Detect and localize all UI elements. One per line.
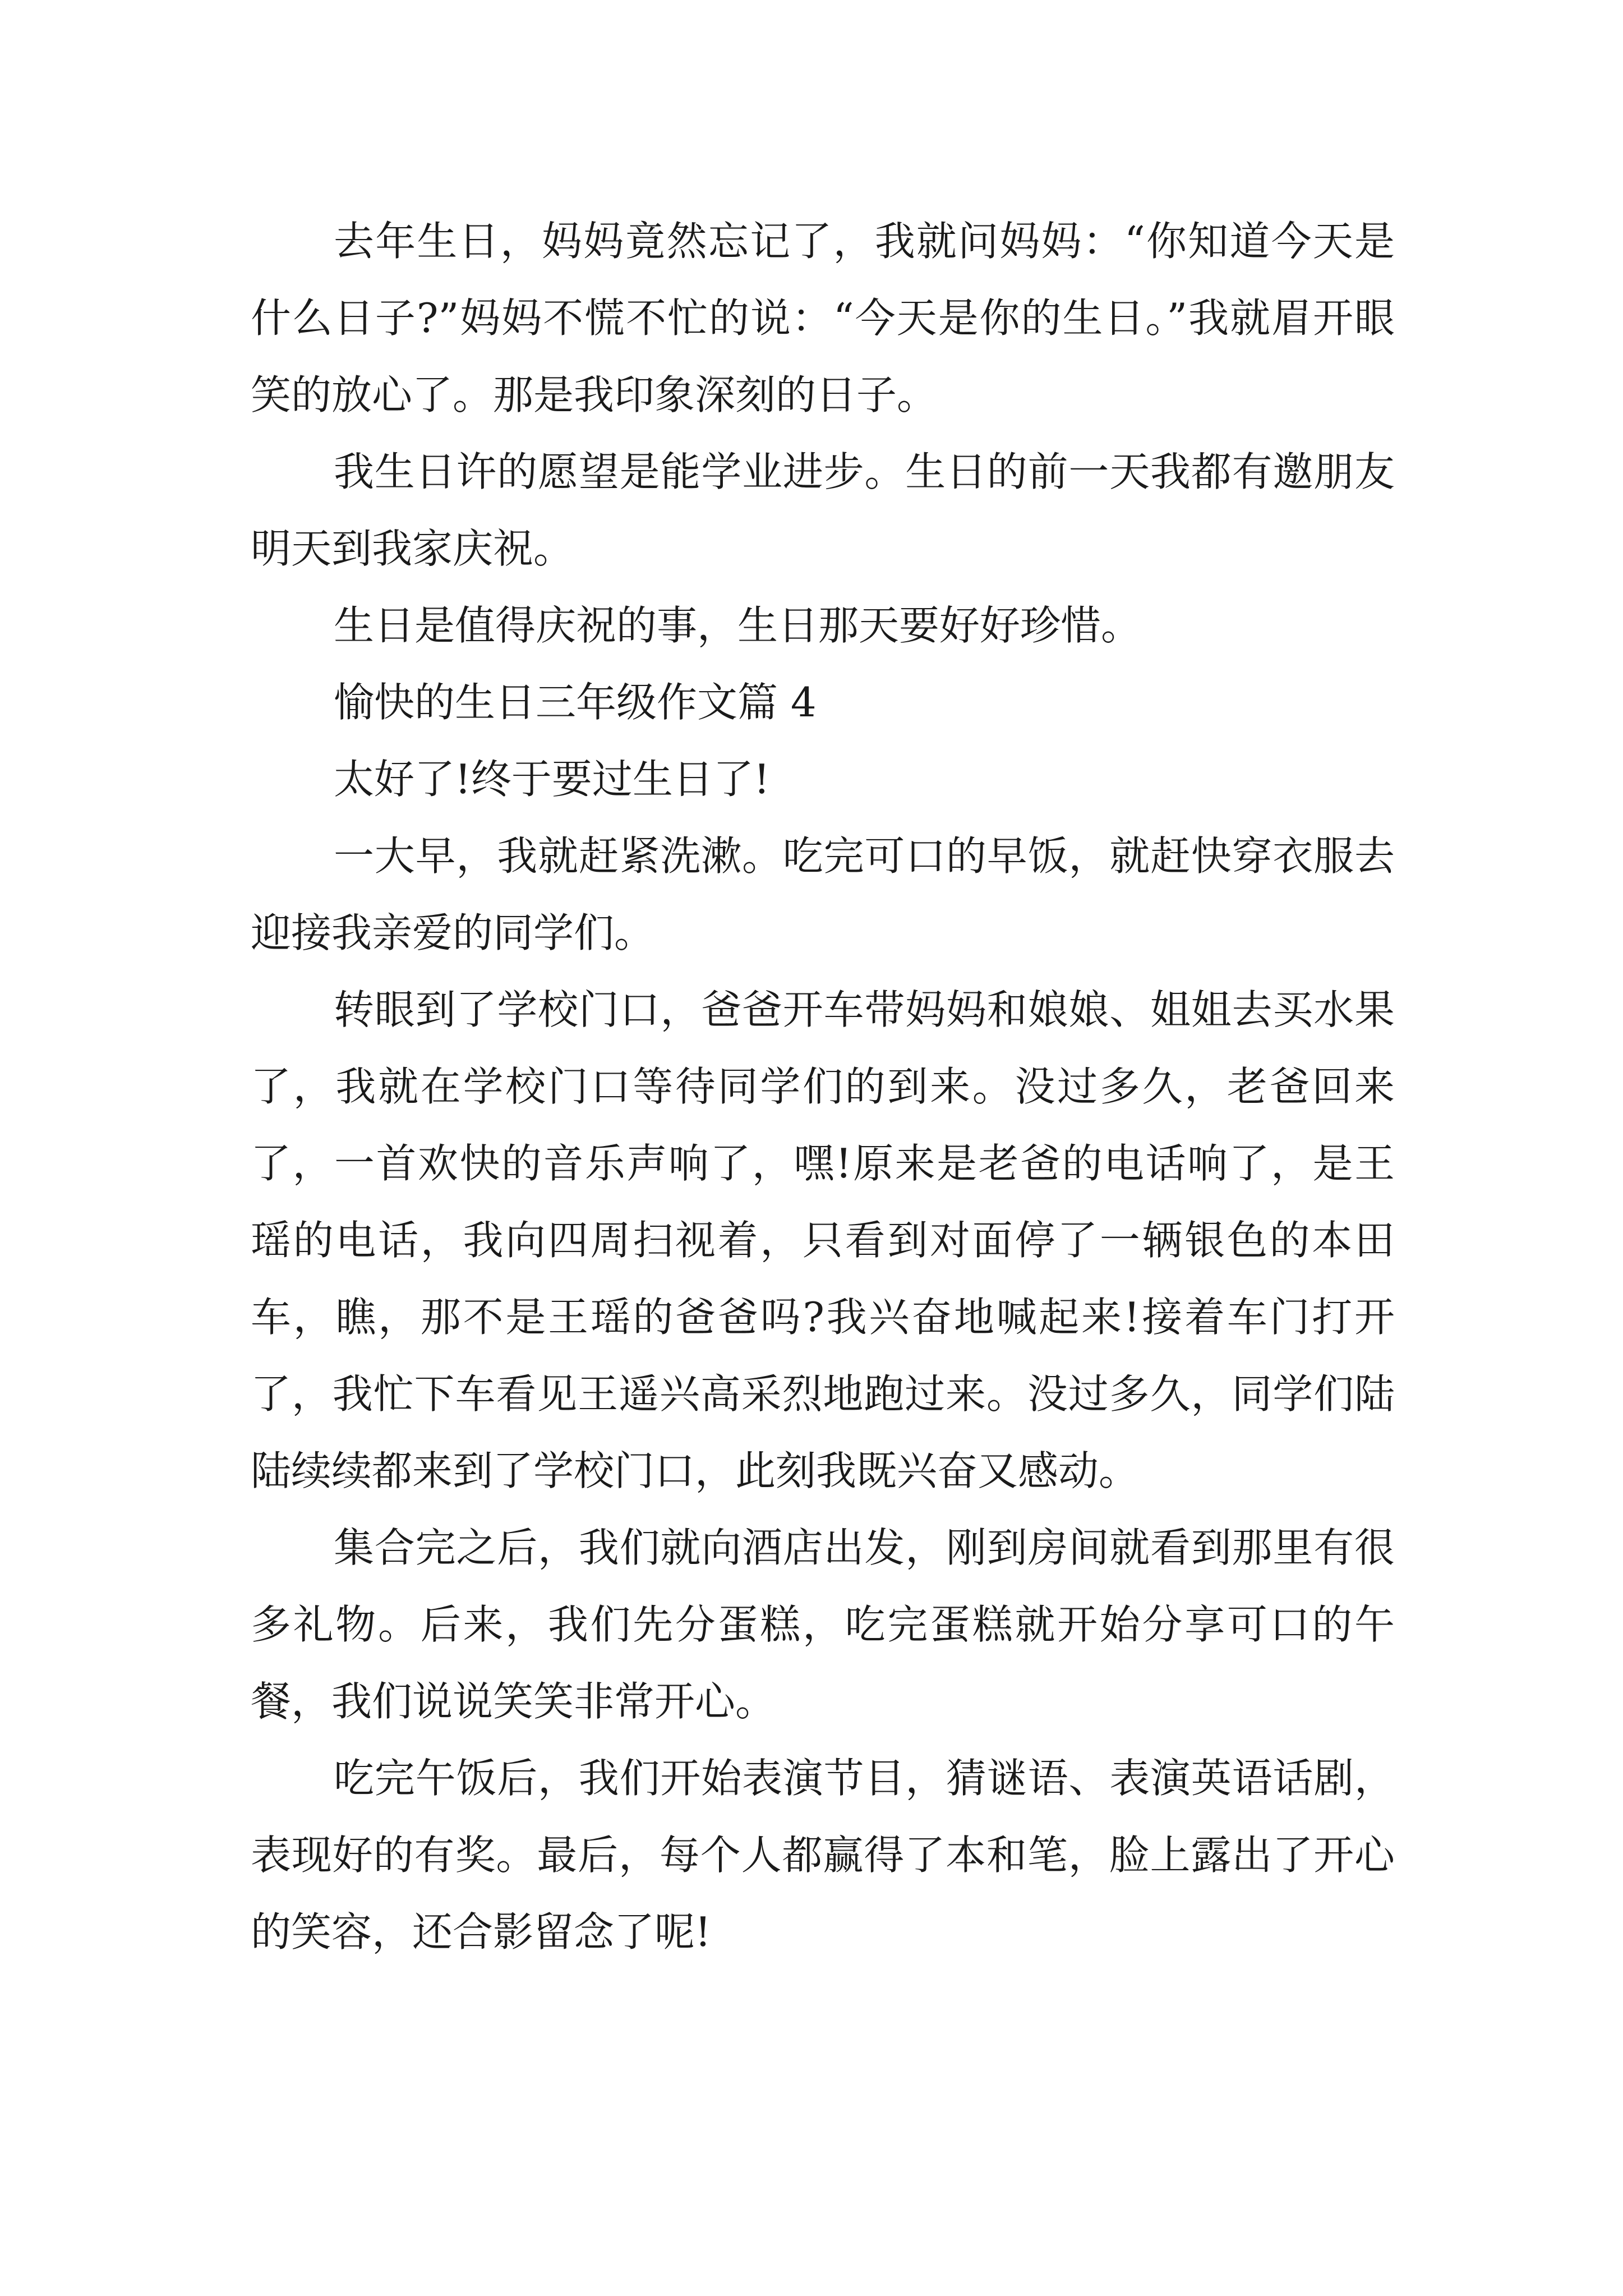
paragraph-5: 太好了!终于要过生日了! [334, 756, 770, 803]
paragraph-2: 我生日许的愿望是能学业进步。生日的前一天我都有邀朋友明天到我家庆祝。 [251, 448, 1395, 572]
paragraph-7: 转眼到了学校门口，爸爸开车带妈妈和娘娘、姐姐去买水果了，我就在学校门口等待同学们的到来。没过多久，老爸回来了，一首欢快的音乐声响了，嘿!原来是老爸的电话响了，是王瑶的电话，我向四周扫视着，只看到对面停了一辆银色的本田车，瞧，那不是王瑶的爸爸吗?我兴奋地喊起来!接着车门打开了，我忙下车看见王遥兴高采烈地跑过来。没过多久，同学们陆陆续续都来到了学校门口，此刻我既兴奋又感动。 [251, 986, 1395, 1494]
paragraph-6: 一大早，我就赶紧洗漱。吃完可口的早饭，就赶快穿衣服去迎接我亲爱的同学们。 [251, 832, 1395, 956]
section-heading: 愉快的生日三年级作文篇 4 [334, 679, 817, 726]
paragraph-1: 去年生日，妈妈竟然忘记了，我就问妈妈：“你知道今天是什么日子?”妈妈不慌不忙的说：“今天是你的生日。”我就眉开眼笑的放心了。那是我印象深刻的日子。 [251, 218, 1395, 418]
paragraph-8: 集合完之后，我们就向酒店出发，刚到房间就看到那里有很多礼物。后来，我们先分蛋糕，吃完蛋糕就开始分享可口的午餐，我们说说笑笑非常开心。 [251, 1524, 1395, 1725]
document-page [251, 203, 1395, 1971]
paragraph-9: 吃完午饭后，我们开始表演节目，猜谜语、表演英语话剧，表现好的有奖。最后，每个人都赢得了本和笔，脸上露出了开心的笑容，还合影留念了呢! [251, 1755, 1395, 1955]
paragraph-3: 生日是值得庆祝的事，生日那天要好好珍惜。 [334, 602, 1142, 649]
